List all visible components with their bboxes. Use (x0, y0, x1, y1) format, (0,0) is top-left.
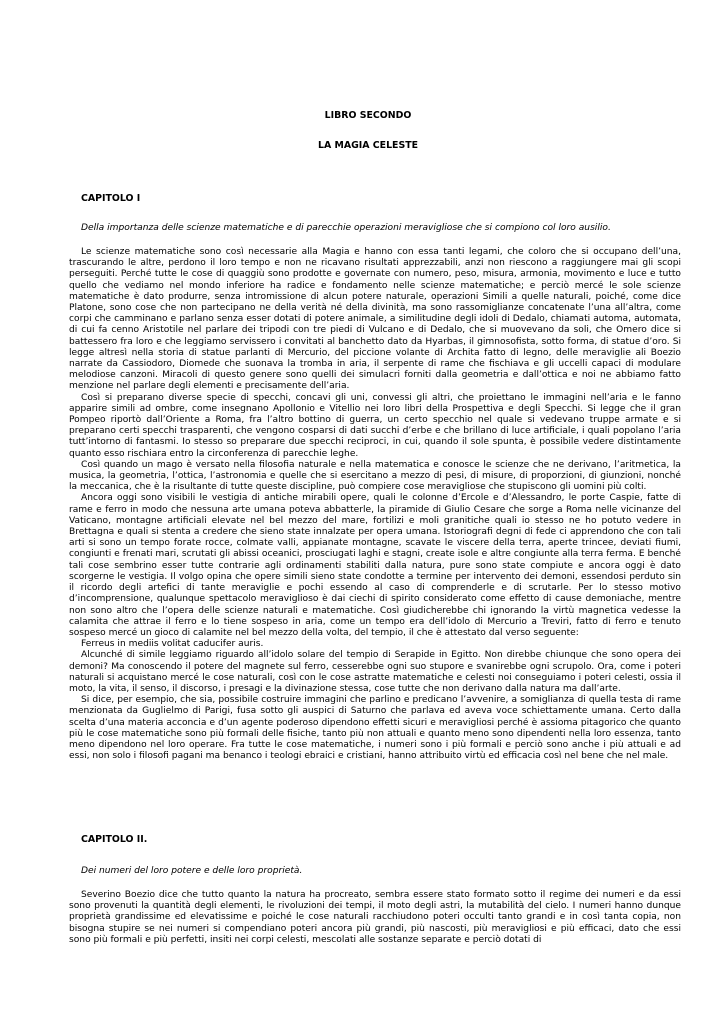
chapter-body (69, 247, 681, 762)
chapter-body (69, 890, 681, 946)
paragraph: Severino Boezio dice che tutto quanto la natura ha procreato, sembra essere stato formato sotto il regime dei numeri e da essi sono provenuti la quantità degli elementi, le rivoluzioni dei tempi, il moto degli astri, la mutabilità del cielo. I numeri hanno dunque proprietà grandissime ed elevatissime e poiché le cose naturali racchiudono poteri occulti tanto grandi e in così tanta copia, non bisogna stupire se nei numeri si compendiano poteri ancora più grandi, più nascosti, più meravigliosi e più efficaci, dato che essi sono più formali e più perfetti, insiti nei corpi celesti, mescolati alle sostanze separate e perciò dotati di (69, 890, 681, 945)
chapter-heading: CAPITOLO I (81, 193, 141, 204)
chapter-subtitle: Della importanza delle scienze matematiche e di parecchie operazioni meravigliose che si compiono col loro ausilio. (81, 223, 611, 233)
paragraph: Si dice, per esempio, che sia, possibile costruire immagini che parlino e predicano l’avvenire, a somiglianza di quella testa di rame menzionata da Guglielmo di Parigi, fusa sotto gli auspici di Saturno che parlava ed aveva voce schiettamente umana. Certo dalla scelta d’una materia acconcia e d’un agente poderoso dipendono effetti sicuri e meravigliosi perché è assioma pitagorico che quanto più le cose matematiche sono più formali delle fisiche, tanto più non attuali e quanto meno sono dipendenti nella loro essenza, tanto meno dipendono nel loro operare. Fra tutte le cose matematiche, i numeri sono i più formali e perciò sono anche i più attuali e ad essi, non solo i filosofi pagani ma benanco i teologi ebraici e cristiani, hanno attribuito virtù ed efficacia così nel bene che nel male. (69, 695, 681, 762)
paragraph: Le scienze matematiche sono così necessarie alla Magia e hanno con essa tanti legami, che coloro che si occupano dell’una, trascurando le altre, perdono il loro tempo e non ne ricavano risultati apprezzabili, anzi non riescono a raggiungere mai gli scopi perseguiti. Perché tutte le cose di quaggiù sono prodotte e governate con numero, peso, misura, armonia, movimento e luce e tutto quello che vediamo nel mondo inferiore ha radice e fondamento nelle scienze matematiche; e perciò mercé le sole scienze matematiche è dato produrre, senza intromissione di alcun potere naturale, operazioni Simili a quelle naturali, poiché, come dice Platone, sono cose che non partecipano ne della verità né della divinità, ma sono rassomiglianze concatenate l’una all’altra, come corpi che camminano e parlano senza esser dotati di potere animale, a similitudine degli idoli di Dedalo, chiamati automa, automata, di cui fa cenno Aristotile nel parlare dei tripodi con tre piedi di Vulcano e di Dedalo, che si muovevano da soli, che Omero dice si battessero fra loro e che leggiamo servissero i convitati al banchetto dato da Hyarbas, il gimnosofista, sotto forma, di statue d’oro. Si legge altresì nella storia di statue parlanti di Mercurio, del piccione volante di Archita fatto di legno, delle meraviglie ali Boezio narrate da Cassiodoro, Diomede che suonava la tromba in aria, il serpente di rame che fischiava e gli uccelli capaci di modulare melodiose canzoni. Miracoli di questo genere sono quelli dei simulacri forniti dalla geometria e dall’ottica e noi ne abbiamo fatto menzione nel parlare degli elementi e precisamente dell’aria. (69, 247, 681, 392)
chapter-subtitle: Dei numeri del loro potere e delle loro proprietà. (81, 866, 303, 876)
paragraph: Così si preparano diverse specie di specchi, concavi gli uni, convessi gli altri, che proiettano le immagini nell’aria e le fanno apparire simili ad ombre, come insegnano Apollonio e Vitellio nei loro libri della Prospettiva e degli Specchi. Si legge che il gran Pompeo riportò dall’Oriente a Roma, fra l’altro bottino di guerra, un certo specchio nel quale si vedevano truppe armate e si preparano certi specchi trasparenti, che vengono cosparsi di dati succhi d’erbe e che brillano di luce artificiale, i quali popolano l’aria tutt’intorno di fantasmi. Io stesso so preparare due specchi reciproci, in cui, quando il sole spunta, è possibile vedere distintamente quanto esso rischiara entro la circonferenza di parecchie leghe. (69, 392, 681, 459)
paragraph: Ancora oggi sono visibili le vestigia di antiche mirabili opere, quali le colonne d’Ercole e d’Alessandro, le porte Caspie, fatte di rame e ferro in modo che nessuna arte umana poteva abbatterle, la piramide di Giulio Cesare che sorge a Roma nelle vicinanze del Vaticano, montagne artificiali elevate nel bel mezzo del mare, fortilizi e moli granitiche quali io stesso ne ho potuto vedere in Brettagna e quali si stenta a credere che sieno state innalzate per opera umana. Istoriografi degni di fede ci apprendono che con tali arti si sono un tempo forate rocce, colmate valli, appianate montagne, scavate le viscere della terra, aperte trincee, deviati fiumi, congiunti e frenati mari, scrutati gli abissi oceanici, prosciugati laghi e stagni, create isole e altre congiunte alla terra ferma. E benché tali cose sembrino esser tutte contrarie agli ordinamenti stabiliti dalla natura, pure sono state compiute e ancora oggi è dato scorgerne le vestigia. Il volgo opina che opere simili sieno state condotte a termine per intervento dei demoni, essendosi perduto sin il ricordo degli artefici di tante meraviglie e pochi essendo al caso di comprenderle e di scrutarle. Per lo stesso motivo d’incomprensione, qualunque spettacolo meraviglioso è dai ciechi di spirito considerato come effetto di cause demoniache, mentre non sono altro che l’opera delle scienze naturali e matematiche. Così giudicherebbe chi ignorando la virtù magnetica vedesse la calamita che attrae il ferro e lo tiene sospeso in aria, come un tempo era dell’idolo di Mercurio a Treviri, fatto di ferro e tenuto sospeso mercé un gioco di calamite nel bel mezzo della volta, del tempio, il che è attestato dal verso seguente: (69, 493, 681, 638)
paragraph: Alcunché di simile leggiamo riguardo all’idolo solare del tempio di Serapide in Egitto. Non direbbe chiunque che sono opera dei demoni? Ma conoscendo il potere del magnete sul ferro, cesserebbe ogni suo stupore e svanirebbe ogni scrupolo. Ora, come i poteri naturali si acquistano mercé le cose naturali, così con le cose astratte matematiche e celesti noi conseguiamo i poteri celesti, ossia il moto, la vita, il senso, il discorso, i presagi e la divinazione stessa, cose tutte che non derivano dalla natura ma dall’arte. (69, 650, 681, 694)
verse-quote: Ferreus in mediis volitat caducifer auris. (81, 639, 264, 650)
part-title: LA MAGIA CELESTE (318, 140, 418, 151)
paragraph: Così quando un mago è versato nella filosofia naturale e nella matematica e conosce le scienze che ne derivano, l’aritmetica, la musica, la geometria, l’ottica, l’astronomia e quelle che si esercitano a mezzo di pesi, di misure, di proporzioni, di giunzioni, nonché la meccanica, che è la risultante di tutte queste discipline, può compiere cose meravigliose che stupiscono gli uomini più colti. (69, 459, 681, 493)
book-title: LIBRO SECONDO (324, 110, 412, 121)
chapter-heading: CAPITOLO II. (81, 834, 148, 845)
